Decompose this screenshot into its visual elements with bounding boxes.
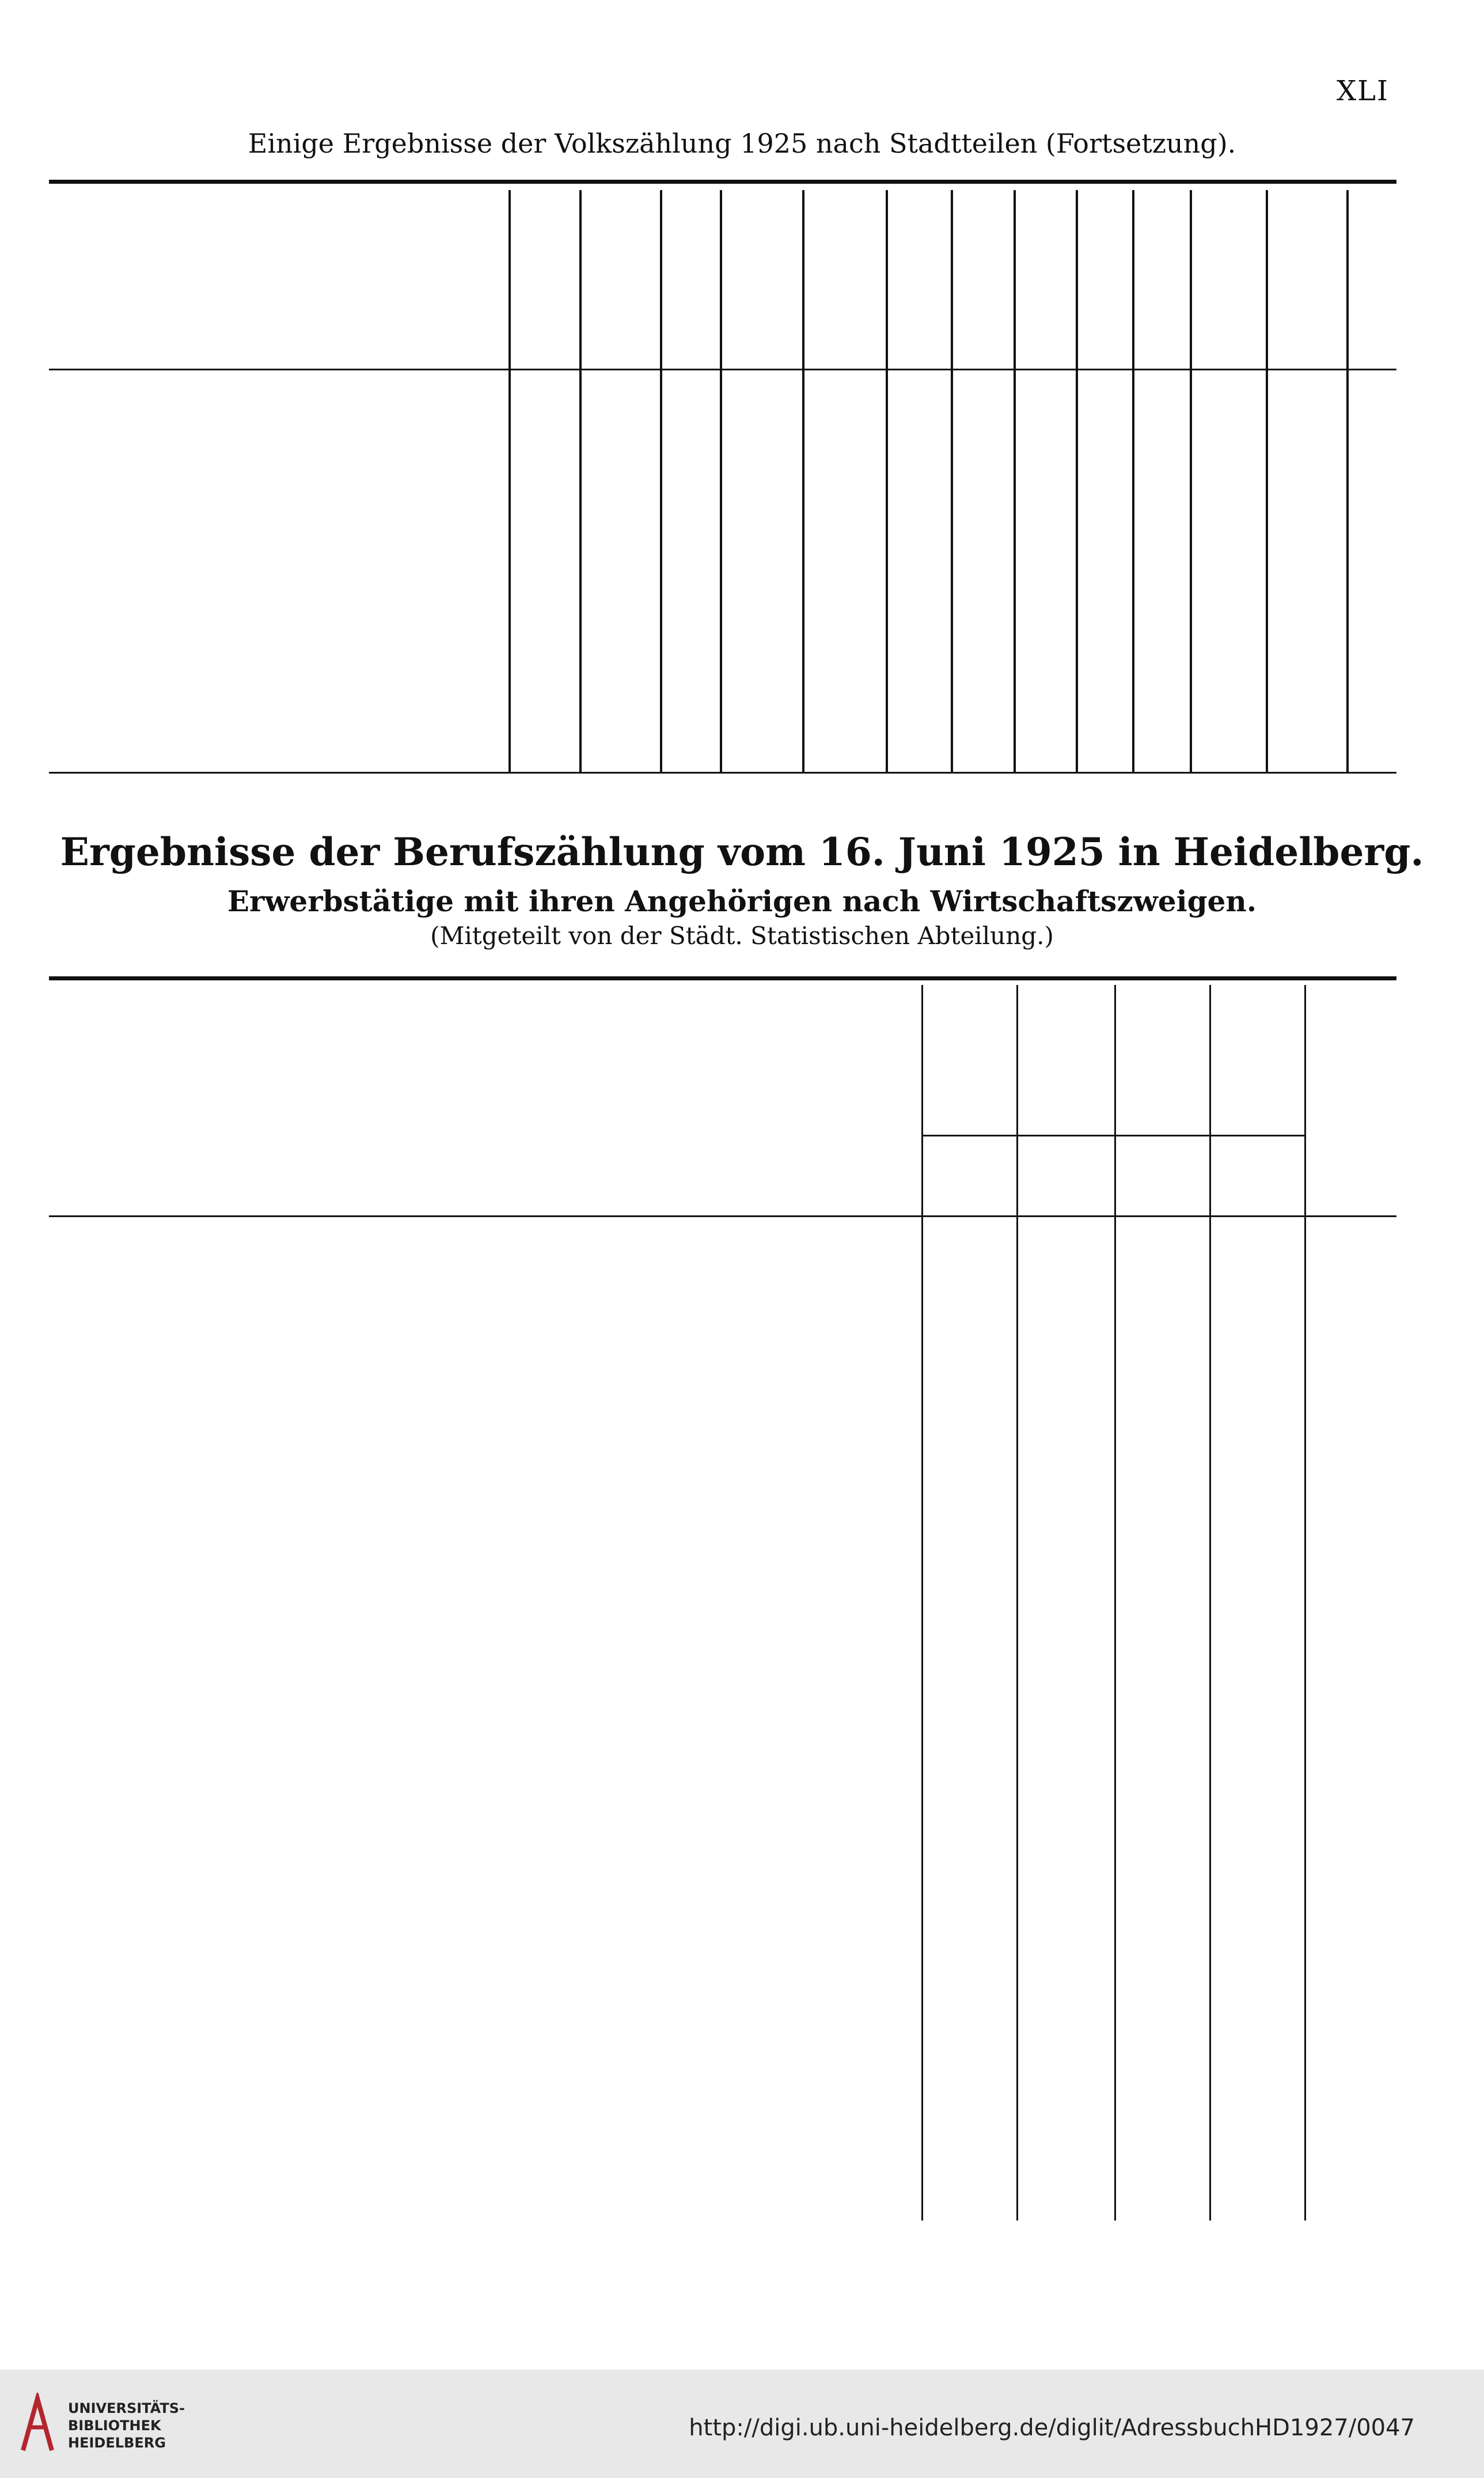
logo-line-1: UNIVERSITÄTS- bbox=[68, 2400, 185, 2416]
table1-bottom-rule bbox=[49, 772, 1396, 774]
table2-title: Ergebnisse der Berufszählung vom 16. Juni 1925 in Heidelberg. bbox=[60, 829, 1424, 874]
page-number: XLI bbox=[1336, 75, 1389, 107]
table2-head-rule bbox=[49, 1215, 1396, 1217]
table1-column-header bbox=[1077, 190, 1133, 363]
table1-column-header bbox=[1191, 190, 1267, 363]
logo-line-2: BIBLIOTHEK bbox=[68, 2418, 161, 2434]
table2-last-column-header bbox=[1304, 991, 1396, 1215]
table2-column-divider bbox=[1016, 985, 1018, 2221]
table1-column-header bbox=[1015, 190, 1077, 363]
footer bbox=[0, 2370, 1484, 2478]
table1-title: Einige Ergebnisse der Volkszählung 1925 nach Stadtteilen (Fortsetzung). bbox=[248, 128, 1236, 159]
table1-column-header bbox=[510, 190, 580, 363]
table2-top-rule bbox=[49, 976, 1396, 980]
source-url-link[interactable]: http://digi.ub.uni-heidelberg.de/diglit/AdressbuchHD1927/0047 bbox=[689, 2415, 1415, 2441]
table2-subtitle: Erwerbstätige mit ihren Angehörigen nach Wirtschaftszweigen. bbox=[227, 884, 1257, 918]
table1-top-rule bbox=[49, 180, 1396, 184]
table1-column-header bbox=[803, 190, 887, 363]
table1-column-header bbox=[661, 190, 721, 363]
table1-column-header bbox=[887, 190, 952, 363]
table2-subhead-rule bbox=[921, 1135, 1304, 1136]
table1-head-rule bbox=[49, 369, 1396, 370]
table2-column-divider bbox=[1209, 985, 1211, 2221]
table1-column-header bbox=[952, 190, 1015, 363]
table2-column-divider bbox=[921, 985, 923, 2221]
table1-column-header bbox=[1267, 190, 1348, 363]
table1-column-header bbox=[1133, 190, 1191, 363]
logo-line-3: HEIDELBERG bbox=[68, 2435, 166, 2451]
table1-column-header bbox=[721, 190, 803, 363]
table2-column-divider bbox=[1114, 985, 1116, 2221]
library-logo-icon bbox=[17, 2393, 58, 2456]
table2-note: (Mitgeteilt von der Städt. Statistischen Abteilung.) bbox=[430, 922, 1054, 950]
table1-column-header bbox=[580, 190, 661, 363]
